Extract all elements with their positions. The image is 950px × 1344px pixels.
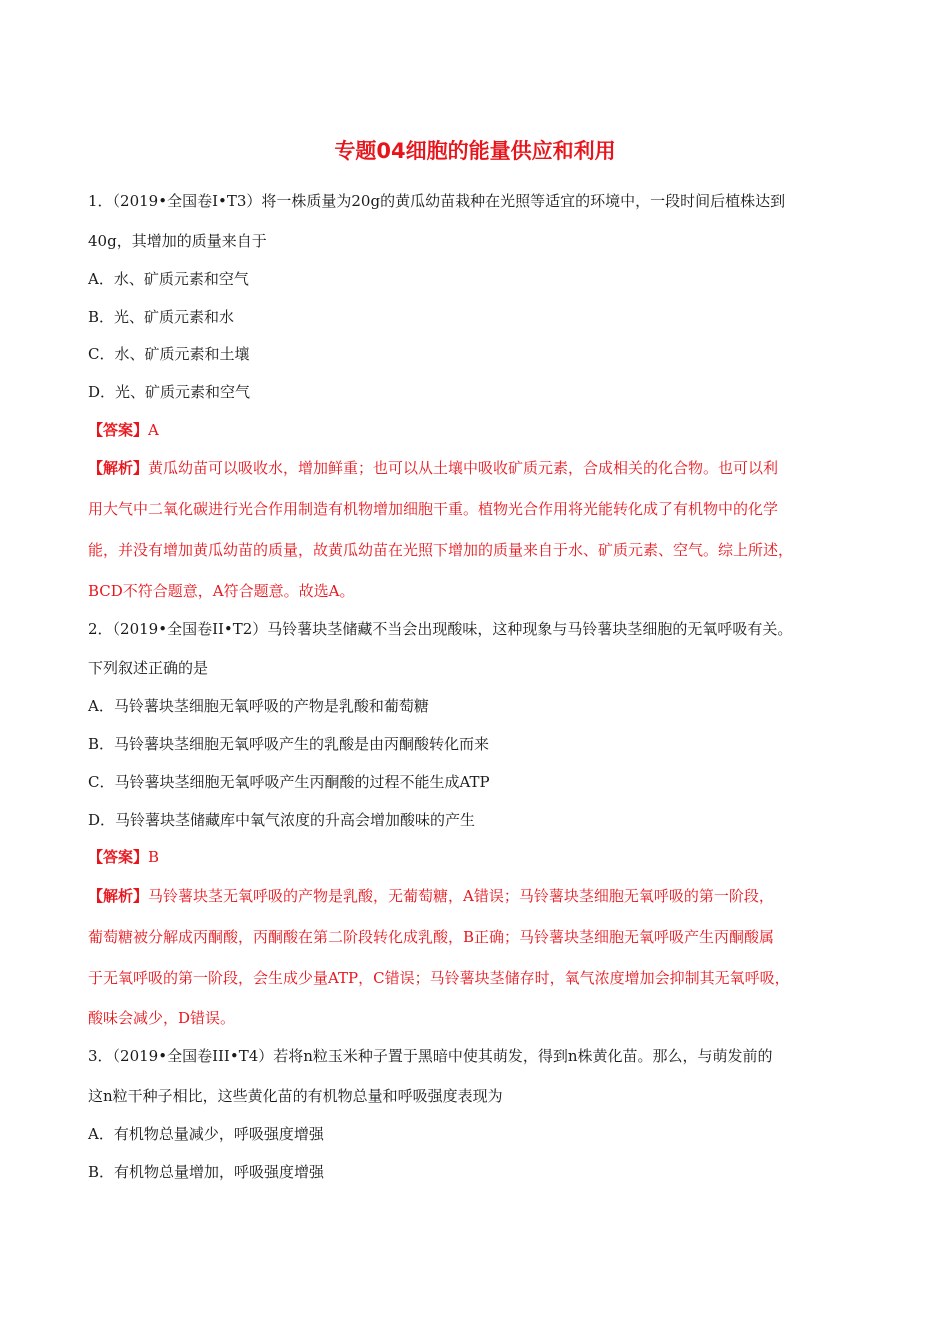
q1-option-a: A．水、矿质元素和空气	[88, 270, 249, 288]
q2-analysis-line-2: 葡萄糖被分解成丙酮酸，丙酮酸在第二阶段转化成乳酸，B正确；马铃薯块茎细胞无氧呼吸产生丙酮酸属	[88, 928, 775, 946]
q1-stem-line-2: 40g，其增加的质量来自于	[88, 232, 267, 250]
q2-option-c: C．马铃薯块茎细胞无氧呼吸产生丙酮酸的过程不能生成ATP	[88, 773, 490, 791]
q2-analysis-line-4: 酸味会减少，D错误。	[88, 1009, 236, 1027]
q1-analysis-label: 【解析】	[88, 459, 149, 477]
q1-answer	[88, 418, 878, 442]
q1-answer-value: A	[148, 421, 159, 439]
q1-option-d: D．光、矿质元素和空气	[88, 383, 251, 401]
q3-option-a: A．有机物总量减少，呼吸强度增强	[88, 1125, 324, 1143]
q2-option-a: A．马铃薯块茎细胞无氧呼吸的产物是乳酸和葡萄糖	[88, 697, 429, 715]
q1-option-c: C．水、矿质元素和土壤	[88, 345, 250, 363]
q1-option-b: B．光、矿质元素和水	[88, 308, 235, 326]
q2-answer	[88, 845, 878, 869]
q2-option-d: D．马铃薯块茎储藏库中氧气浓度的升高会增加酸味的产生	[88, 811, 476, 829]
q2-stem-line-2: 下列叙述正确的是	[88, 659, 209, 677]
q1-analysis-line-1	[88, 456, 878, 480]
q1-analysis-line-2: 用大气中二氧化碳进行光合作用制造有机物增加细胞干重。植物光合作用将光能转化成了有机物中的化学	[88, 500, 779, 518]
q1-analysis-line-3: 能，并没有增加黄瓜幼苗的质量，故黄瓜幼苗在光照下增加的质量来自于水、矿质元素、空气。综上所述，	[88, 541, 794, 559]
q2-analysis-line-1	[88, 884, 878, 908]
q2-answer-label: 【答案】	[88, 848, 149, 866]
q3-option-b: B．有机物总量增加，呼吸强度增强	[88, 1163, 325, 1181]
q2-option-b: B．马铃薯块茎细胞无氧呼吸产生的乳酸是由丙酮酸转化而来	[88, 735, 490, 753]
q1-answer-label: 【答案】	[88, 421, 149, 439]
q1-stem-line-1: 1．（2019•全国卷Ⅰ•T3）将一株质量为20g的黄瓜幼苗栽种在光照等适宜的环境中，一段时间后植株达到	[88, 192, 786, 210]
q2-analysis-text-1: 马铃薯块茎无氧呼吸的产物是乳酸，无葡萄糖，A错误；马铃薯块茎细胞无氧呼吸的第一阶段，	[148, 887, 774, 905]
q2-stem-line-1: 2．（2019•全国卷II•T2）马铃薯块茎储藏不当会出现酸味，这种现象与马铃薯块茎细胞的无氧呼吸有关。	[88, 620, 793, 638]
q3-stem-line-1: 3．（2019•全国卷III•T4）若将n粒玉米种子置于黑暗中使其萌发，得到n株黄化苗。那么，与萌发前的	[88, 1047, 773, 1065]
q2-analysis-label: 【解析】	[88, 887, 149, 905]
page-title: 专题04细胞的能量供应和利用	[334, 139, 616, 163]
q2-answer-value: B	[148, 848, 160, 866]
q2-analysis-line-3: 于无氧呼吸的第一阶段，会生成少量ATP，C错误；马铃薯块茎储存时，氧气浓度增加会抑制其无氧呼吸，	[88, 969, 790, 987]
q3-stem-line-2: 这n粒干种子相比，这些黄化苗的有机物总量和呼吸强度表现为	[88, 1087, 503, 1105]
q1-analysis-line-4: BCD不符合题意，A符合题意。故选A。	[88, 582, 355, 600]
q1-analysis-text-1: 黄瓜幼苗可以吸收水，增加鲜重；也可以从土壤中吸收矿质元素，合成相关的化合物。也可以利	[148, 459, 779, 477]
